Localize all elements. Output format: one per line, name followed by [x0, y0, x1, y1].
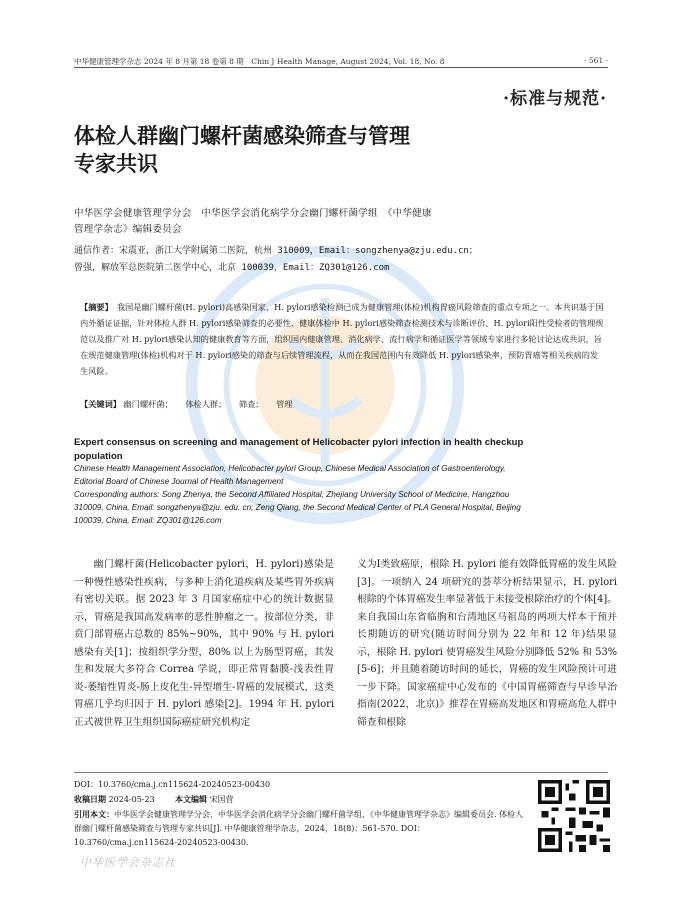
article-footer — [74, 778, 524, 850]
page-number: · 561 · — [584, 56, 608, 65]
dates-line — [74, 792, 524, 807]
citation-text: 中华医学会健康管理学分会，中华医学会消化病学分会幽门螺杆菌学组，《中华健康管理学杂志》编辑委员会. 体检人群幽门螺杆菌感染筛查与管理专家共识[J]. 中华健康管理学杂志，2024，18(8)：561-570. DOI：10.3760/cma.j.cn115624-20240523-00430. — [74, 810, 524, 847]
keyword-item: 体检人群； — [185, 399, 227, 409]
abstract-label: 【摘要】 — [80, 302, 109, 312]
keywords — [80, 399, 604, 410]
title-line-2: 专家共识 — [74, 151, 158, 176]
doi[interactable]: DOI：10.3760/cma.j.cn115624-20240523-00430 — [74, 780, 271, 789]
author-list — [74, 206, 604, 238]
journal-citation-line: 中华健康管理学杂志 2024 年 8 月第 18 卷第 8 期 Chin J Health Manage, August 2024, Vol. 18, No. 8 — [74, 57, 445, 66]
citation-label: 引用本文： — [74, 809, 114, 819]
editor-name: 宋国营 — [209, 795, 234, 804]
section-category: ·标准与规范· — [503, 89, 607, 109]
english-authors-block — [74, 462, 524, 527]
header-rule — [74, 67, 608, 68]
corr-line-1: 通信作者：宋震亚，浙江大学附属第二医院，杭州 310009，Email：songzhenya@zju.edu.cn； — [74, 246, 478, 256]
footer-rule — [74, 772, 608, 773]
body-column-right: 义为Ⅰ类致癌原，根除 H. pylori 能有效降低胃癌的发生风险[3]。一项纳入 24 项研究的荟萃分析结果显示，H. pylori 根除的个体胃癌发生率显著低于未接受根除治疗的个体[4]。来自我国山东省临朐和台湾地区马祖岛的两项大样本干预并长期随访的研究(随访时间分别为 22 年和 12 年)结果显示，根除 H. pylori 使胃癌发生风险分别降低 52% 和 53%[5-6]；并且随着随访时间的延长，胃癌的发生风险预计可进一步下降。国家癌症中心发布的《中国胃癌筛查与早诊早治指南(2022，北京)》推荐在胃癌高发地区和胃癌高危人群中筛查和根除 — [357, 559, 617, 728]
keyword-item: 管理 — [276, 399, 293, 409]
english-corresponding-authors: Corresponding authors: Song Zhenya, the Second Affiliated Hospital, Zhejiang University School of Medicine, Hangzhou 310009, China, Email: songzhenya@zju. edu. cn; Zeng Qiang, the Second Medical Center of PLA General Hospital, Beijing 100039, China, Email: ZQ301@126.com — [74, 490, 521, 525]
corr-line-2: 曾强，解放军总医院第二医学中心，北京 100039，Email：ZQ301@126.com — [74, 263, 390, 273]
english-title: Expert consensus on screening and management of Helicobacter pylori infection in health checkup population — [74, 437, 524, 462]
keyword-item: 幽门螺杆菌； — [123, 399, 173, 409]
body-column-left: 幽门螺杆菌(Helicobacter pylori，H. pylori)感染是一种慢性感染性疾病，与多种上消化道疾病及某些胃外疾病有密切关联。据 2023 年 3 月国家癌症中心的统计数据显示，胃癌是我国高发病率的恶性肿瘤之一。按部位分类，非贲门部胃癌占总数的 85%~90%，其中 90% 与 H. pylori 感染有关[1]；按组织学分型，80% 以上为肠型胃癌，其发生和发展大多符合 Correa 学说，即正常胃黏膜-浅表性胃炎-萎缩性胃炎-肠上皮化生-异型增生-胃癌的发展模式，这类胃癌几乎均归因于 H. pylori 感染[2]。1994 年 H. pylori 正式被世界卫生组织国际癌症研究机构定 — [74, 559, 334, 728]
abstract — [80, 299, 604, 379]
publisher-logo: 中华医学会杂志社 — [80, 856, 176, 869]
qr-code-icon[interactable] — [538, 780, 610, 852]
article-title — [74, 122, 594, 178]
authors-line-2: 管理学杂志》编辑委员会 — [74, 224, 182, 235]
journal-header — [74, 56, 608, 67]
received-label: 收稿日期 — [74, 794, 106, 804]
title-line-1: 体检人群幽门螺杆菌感染筛查与管理 — [74, 123, 410, 148]
received-date: 2024-05-23 — [108, 795, 155, 804]
abstract-text: 我国是幽门螺杆菌(H. pylori)高感染国家，H. pylori感染检测已成为健康管理(体检)机构胃癌风险筛查的重点专项之一。本共识基于国内外循证证据，针对体检人群 H. pylori感染筛查的必要性、健康体检中 H. pylori感染筛查检测技术与诊断评价、H. pylori阳性受检者的管理规范以及推广对 H. pylori感染认知的健康教育等方面，组织国内健康管理、消化病学、流行病学和循证医学等领域专家进行多轮讨论达成共识，旨在规范健康管理(体检)机构对于 H. pylori感染的筛查与后续管理流程，从而在我国范围内有效降低 H. pylori感染率，预防胃癌等相关疾病的发生风险。 — [80, 302, 604, 376]
keyword-item: 筛查； — [238, 399, 264, 409]
authors-line-1: 中华医学会健康管理学分会 中华医学会消化病学分会幽门螺杆菌学组 《中华健康 — [74, 208, 432, 219]
corresponding-authors — [74, 243, 604, 277]
keywords-label: 【关键词】 — [80, 399, 121, 409]
editor-label: 本文编辑 — [175, 794, 208, 804]
citation — [74, 807, 524, 850]
english-authors: Chinese Health Management Association, Helicobacter pylori Group, Chinese Medical Association of Gastroenterology, Editorial Board of Chinese Journal of Health Management — [74, 464, 506, 486]
